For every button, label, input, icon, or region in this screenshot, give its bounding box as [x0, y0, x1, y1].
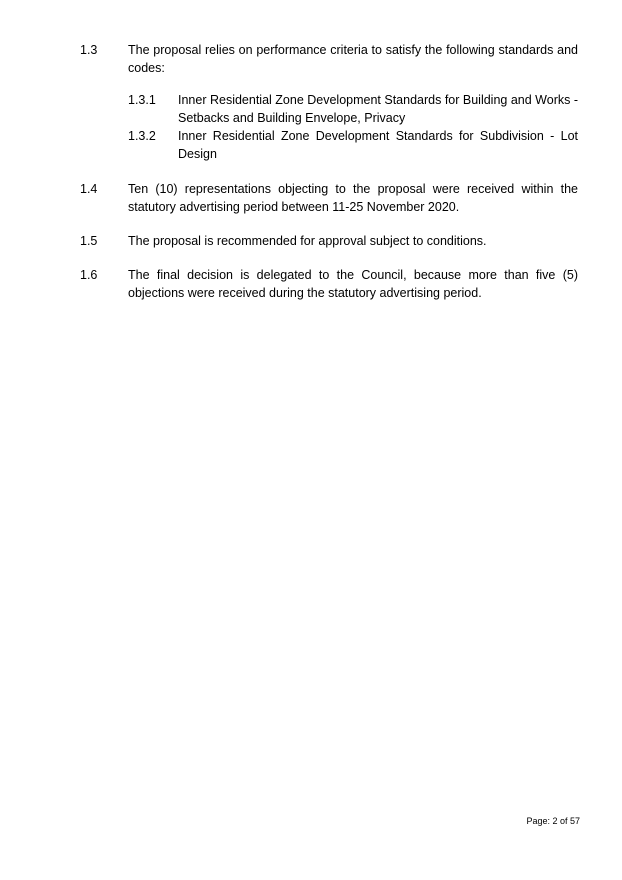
section-text: The proposal relies on performance criteria to satisfy the following standards and codes:: [128, 43, 578, 75]
section-number: 1.4: [80, 182, 98, 196]
section-1-3: [80, 41, 578, 163]
section-1-6: [80, 266, 578, 302]
section-text: Ten (10) representations objecting to the proposal were received within the statutory advertising period between 11-25 November 2020.: [128, 182, 578, 214]
section-1-4: [80, 180, 578, 216]
section-number: 1.5: [80, 234, 98, 248]
subsection-text: Inner Residential Zone Development Standards for Building and Works - Setbacks and Building Envelope, Privacy: [178, 93, 578, 125]
subsection-number: 1.3.1: [128, 93, 156, 107]
subsection-1-3-2: [128, 127, 578, 163]
section-number: 1.6: [80, 268, 98, 282]
subsection-1-3-1: [128, 91, 578, 127]
subsection-number: 1.3.2: [128, 129, 156, 143]
subsection-text: Inner Residential Zone Development Standards for Subdivision - Lot Design: [178, 129, 578, 161]
page-number: Page: 2 of 57: [526, 816, 580, 826]
section-text: The proposal is recommended for approval subject to conditions.: [128, 234, 487, 248]
section-text: The final decision is delegated to the Council, because more than five (5) objections were received during the statutory advertising period.: [128, 268, 578, 300]
section-number: 1.3: [80, 43, 98, 57]
section-1-5: [80, 232, 578, 250]
subsection-list: [128, 91, 578, 163]
